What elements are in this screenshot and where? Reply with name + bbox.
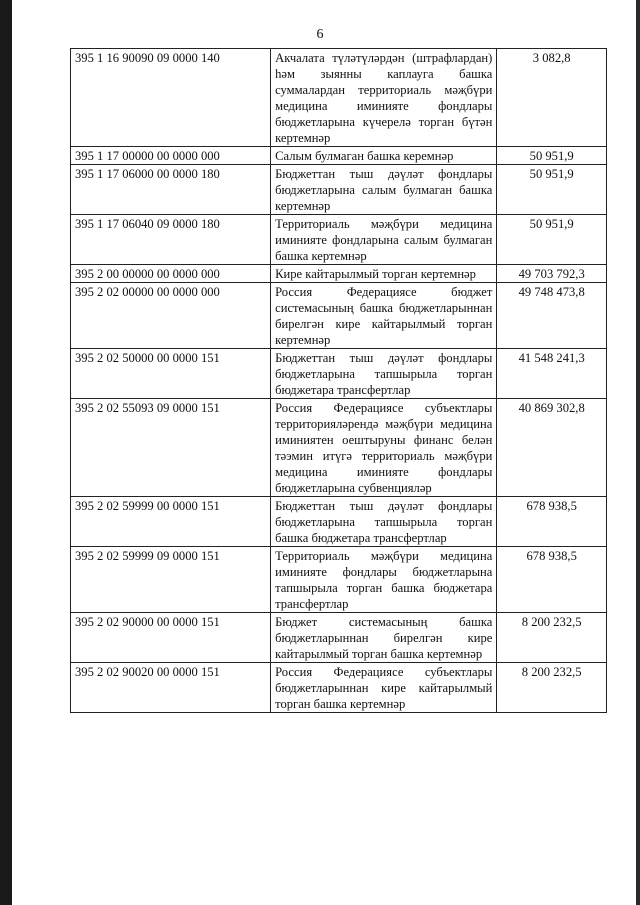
description-cell: Россия Федерациясе субъектлары бюджетларыннан кире кайтарылмый торган башка кертемнәр <box>271 663 497 713</box>
budget-code-cell: 395 2 02 90020 00 0000 151 <box>71 663 271 713</box>
budget-code-cell: 395 1 17 06000 00 0000 180 <box>71 165 271 215</box>
budget-code-cell: 395 2 02 55093 09 0000 151 <box>71 399 271 497</box>
description-cell: Территориаль мәҗбүри медицина иминияте фондларына салым булмаган башка кертемнәр <box>271 215 497 265</box>
amount-cell: 49 703 792,3 <box>497 265 607 283</box>
budget-code-cell: 395 2 02 90000 00 0000 151 <box>71 613 271 663</box>
budget-code-cell: 395 2 02 59999 00 0000 151 <box>71 497 271 547</box>
budget-code-cell: 395 2 02 59999 09 0000 151 <box>71 547 271 613</box>
table-row <box>71 349 607 399</box>
budget-code-cell: 395 2 02 50000 00 0000 151 <box>71 349 271 399</box>
description-cell: Акчалата түләтүләрдән (штрафлардан) һәм зыянны каплауга башка суммалардан территориаль мәҗбүри медицина иминияте фондлары бюджетларына күчерелә торган бүтән кертемнәр <box>271 49 497 147</box>
amount-cell: 41 548 241,3 <box>497 349 607 399</box>
table-row <box>71 497 607 547</box>
table-row <box>71 283 607 349</box>
amount-cell: 8 200 232,5 <box>497 613 607 663</box>
amount-cell: 678 938,5 <box>497 547 607 613</box>
scan-edge-right <box>636 0 640 905</box>
description-cell: Салым булмаган башка керемнәр <box>271 147 497 165</box>
amount-cell: 40 869 302,8 <box>497 399 607 497</box>
description-cell: Кире кайтарылмый торган кертемнәр <box>271 265 497 283</box>
scan-edge-left <box>0 0 12 905</box>
table-row <box>71 147 607 165</box>
amount-cell: 3 082,8 <box>497 49 607 147</box>
description-cell: Бюджеттан тыш дәүләт фондлары бюджетларына тапшырыла торган бюджетара трансфертлар <box>271 349 497 399</box>
description-cell: Территориаль мәҗбүри медицина иминияте фондлары бюджетларына тапшырыла торган башка бюджетара трансфертлар <box>271 547 497 613</box>
table-row <box>71 265 607 283</box>
amount-cell: 50 951,9 <box>497 165 607 215</box>
description-cell: Россия Федерациясе бюджет системасының башка бюджетларыннан бирелгән кире кайтарылмый торган кертемнәр <box>271 283 497 349</box>
budget-code-cell: 395 1 17 00000 00 0000 000 <box>71 147 271 165</box>
budget-table <box>70 48 607 713</box>
page-number: 6 <box>316 27 324 42</box>
table-row <box>71 215 607 265</box>
description-cell: Бюджет системасының башка бюджетларыннан бирелгән кире кайтарылмый торган башка кертемнәр <box>271 613 497 663</box>
amount-cell: 50 951,9 <box>497 215 607 265</box>
amount-cell: 50 951,9 <box>497 147 607 165</box>
table-row <box>71 663 607 713</box>
description-cell: Бюджеттан тыш дәүләт фондлары бюджетларына салым булмаган башка кертемнәр <box>271 165 497 215</box>
amount-cell: 49 748 473,8 <box>497 283 607 349</box>
description-cell: Бюджеттан тыш дәүләт фондлары бюджетларына тапшырыла торган башка бюджетара трансфертлар <box>271 497 497 547</box>
budget-code-cell: 395 1 17 06040 09 0000 180 <box>71 215 271 265</box>
table-row <box>71 399 607 497</box>
amount-cell: 8 200 232,5 <box>497 663 607 713</box>
budget-code-cell: 395 2 02 00000 00 0000 000 <box>71 283 271 349</box>
table-row <box>71 165 607 215</box>
budget-code-cell: 395 1 16 90090 09 0000 140 <box>71 49 271 147</box>
table-row <box>71 613 607 663</box>
description-cell: Россия Федерациясе субъектлары территорияләрендә мәҗбүри медицина иминиятен оештыруны финанс белән тәэмин итүгә территориаль мәҗбүри медицина иминияте фондлары бюджетларына субвенцияләр <box>271 399 497 497</box>
amount-cell: 678 938,5 <box>497 497 607 547</box>
budget-table-body <box>71 49 607 713</box>
budget-code-cell: 395 2 00 00000 00 0000 000 <box>71 265 271 283</box>
table-row <box>71 547 607 613</box>
table-row <box>71 49 607 147</box>
